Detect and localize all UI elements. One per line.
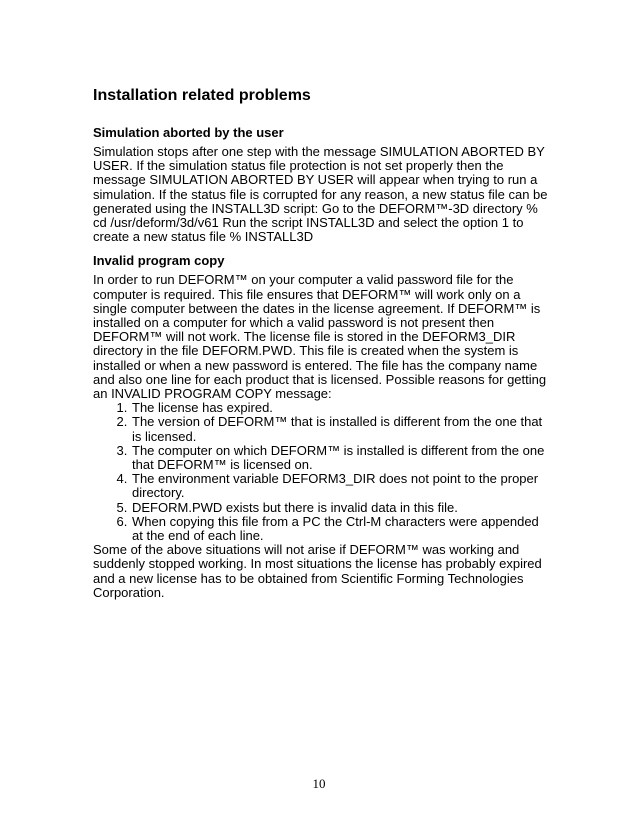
page-number: 10	[312, 776, 326, 791]
section-heading: Simulation aborted by the user	[93, 125, 284, 140]
section-heading: Invalid program copy	[93, 253, 225, 269]
section-paragraph: Simulation stops after one step with the message SIMULATION ABORTED BY USER. If the simulation status file protection is not set properly then the message SIMULATION ABORTED BY USER will appear when trying to run a simulation. If the status file is corrupted for any reason, a new status file can be generated using the INSTALL3D script: Go to the DEFORM™-3D directory % cd /usr/deform/3d/v61 Run the script INSTALL3D and select the option 1 to create a new status file % INSTALL3D	[93, 144, 548, 245]
list-item: 6. When copying this file from a PC the Ctrl-M characters were appended at the end of each line.	[131, 515, 553, 543]
list-item: 3. The computer on which DEFORM™ is installed is different from the one that DEFORM™ is licensed on.	[131, 444, 553, 472]
section-simulation-aborted	[93, 125, 553, 244]
list-item: 4. The environment variable DEFORM3_DIR does not point to the proper directory.	[131, 472, 553, 500]
list-item: 5. DEFORM.PWD exists but there is invalid data in this file.	[131, 501, 553, 515]
closing-paragraph: Some of the above situations will not arise if DEFORM™ was working and suddenly stopped working. In most situations the license has probably expired and a new license has to be obtained from Scientific Forming Technologies Corporation.	[93, 542, 542, 600]
list-item: 2. The version of DEFORM™ that is installed is different from the one that is licensed.	[131, 415, 553, 443]
list-item: 1. The license has expired.	[131, 401, 553, 415]
reasons-list	[93, 401, 553, 543]
section-invalid-program-copy	[93, 253, 553, 600]
section-paragraph: In order to run DEFORM™ on your computer a valid password file for the computer is required. This file ensures that DEFORM™ will work only on a single computer between the dates in the license agreement. If DEFORM™ is installed on a computer for which a valid password is not present then DEFORM™ will not work. The license file is stored in the DEFORM3_DIR directory in the file DEFORM.PWD. This file is created when the system is installed or when a new password is entered. The file has the company name and also one line for each product that is licensed. Possible reasons for getting an INVALID PROGRAM COPY message:	[93, 272, 547, 402]
page-content	[93, 86, 553, 600]
section-spacer	[93, 244, 553, 253]
page-title: Installation related problems	[93, 87, 311, 104]
